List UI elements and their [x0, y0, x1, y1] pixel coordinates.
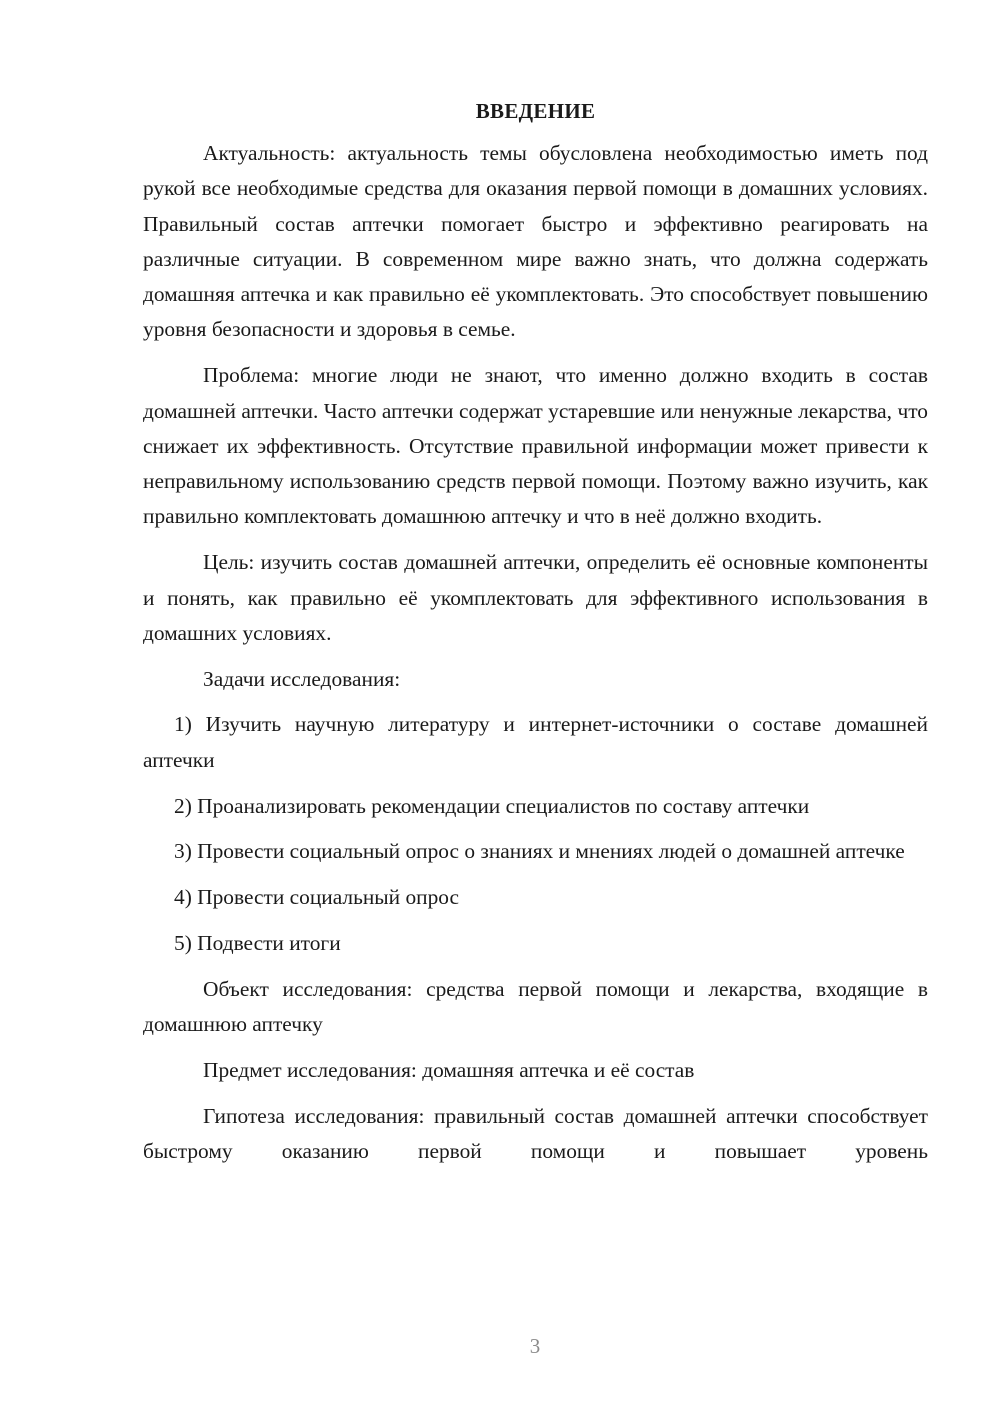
tasks-heading: Задачи исследования: — [203, 666, 401, 691]
task-item-3: 3) Провести социальный опрос о знаниях и мнениях людей о домашней аптечке — [174, 839, 905, 864]
task-item-4: 4) Провести социальный опрос — [174, 885, 460, 910]
task-item-1: 1) Изучить научную литературу и интернет-источники о составе домашней аптечки — [143, 712, 928, 772]
goal-paragraph: Цель: изучить состав домашней аптечки, определить её основные компоненты и понять, как правильно её укомплектовать для эффективного использования в домашних условиях. — [143, 550, 928, 645]
task-item-5: 5) Подвести итоги — [174, 930, 341, 955]
task-item-2: 2) Проанализировать рекомендации специалистов по составу аптечки — [174, 793, 810, 818]
page-number: 3 — [529, 1334, 541, 1358]
subject-paragraph: Предмет исследования: домашняя аптечка и её состав — [203, 1057, 695, 1082]
relevance-paragraph: Актуальность: актуальность темы обусловлена необходимостью иметь под рукой все необходимые средства для оказания первой помощи в домашних условиях. Правильный состав аптечки помогает быстро и эффективно реагировать на различные ситуации. В современном мире важно знать, что должна содержать домашняя аптечка и как правильно её укомплектовать. Это способствует повышению уровня безопасности и здоровья в семье. — [143, 141, 928, 342]
page-content — [143, 96, 928, 1180]
object-paragraph: Объект исследования: средства первой помощи и лекарства, входящие в домашнюю аптечку — [143, 976, 928, 1037]
section-title: ВВЕДЕНИЕ — [475, 99, 596, 123]
hypothesis-paragraph: Гипотеза исследования: правильный состав домашней аптечки способствует быстрому оказанию первой помощи и повышает уровень — [143, 1103, 928, 1163]
problem-paragraph: Проблема: многие люди не знают, что именно должно входить в состав домашней аптечки. Часто аптечки содержат устаревшие или ненужные лекарства, что снижает их эффективность. Отсутствие правильной информации может привести к неправильному использованию средств первой помощи. Поэтому важно изучить, как правильно комплектовать домашнюю аптечку и что в неё должно входить. — [143, 363, 928, 529]
